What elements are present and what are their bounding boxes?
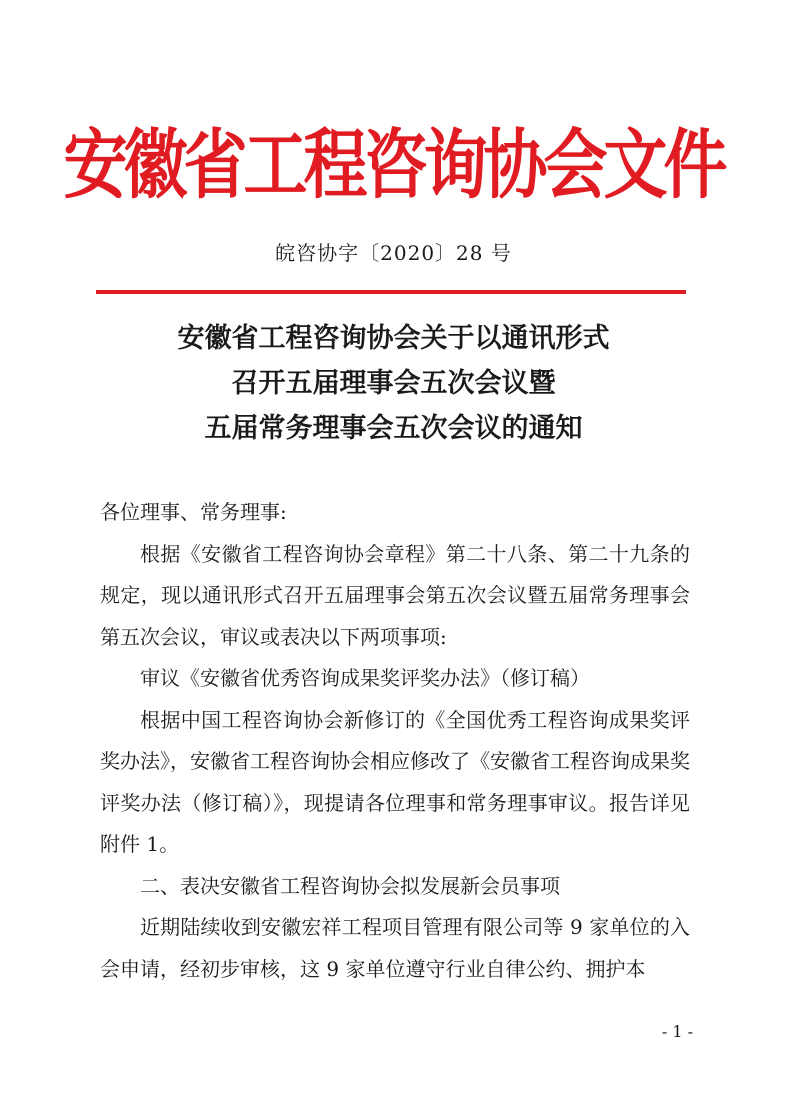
body-paragraph-2: 审议《安徽省优秀咨询成果奖评奖办法》（修订稿） (140, 666, 590, 690)
body-paragraph-4: 二、表决安徽省工程咨询协会拟发展新会员事项 (140, 873, 560, 898)
notice-title-line-2: 召开五届理事会五次会议暨 (231, 368, 556, 399)
notice-body (100, 492, 690, 990)
document-number: 皖咨协字〔2020〕28 号 (275, 241, 512, 265)
page-number: - 1 - (661, 1022, 693, 1041)
body-paragraph-1: 根据《安徽省工程咨询协会章程》第二十八条、第二十九条的规定，现以通讯形式召开五届理事会第五次会议暨五届常务理事会第五次会议，审议或表决以下两项事项: (100, 541, 690, 649)
masthead-title: 安徽省工程咨询协会文件 (63, 121, 724, 210)
salutation: 各位理事、常务理事: (100, 500, 287, 524)
notice-title (0, 316, 787, 451)
body-paragraph-5: 近期陆续收到安徽宏祥工程项目管理有限公司等 9 家单位的入会申请，经初步审核，这 9 家单位遵守行业自律公约、拥护本 (100, 915, 690, 981)
notice-title-line-3: 五届常务理事会五次会议的通知 (204, 413, 583, 444)
notice-title-line-1: 安徽省工程咨询协会关于以通讯形式 (177, 323, 610, 354)
red-divider-line (96, 290, 686, 294)
body-paragraph-3: 根据中国工程咨询协会新修订的《全国优秀工程咨询成果奖评奖办法》，安徽省工程咨询协会相应修改了《安徽省工程咨询成果奖评奖办法（修订稿）》，现提请各位理事和常务理事审议。报告详见附件 1。 (100, 707, 690, 856)
